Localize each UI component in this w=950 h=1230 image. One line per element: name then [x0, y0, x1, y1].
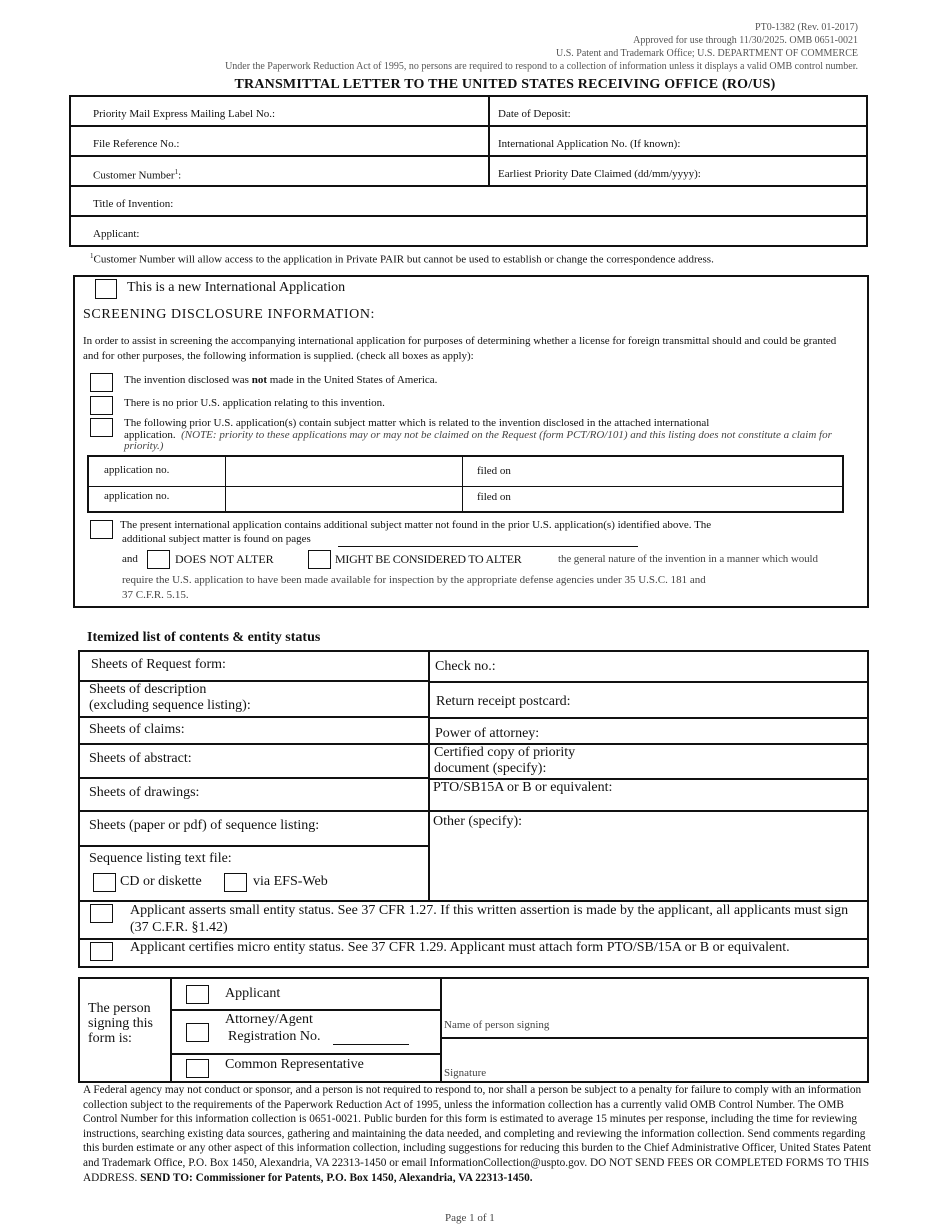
and-label: and [122, 553, 138, 565]
sheets-description-note: (excluding sequence listing): [89, 698, 251, 713]
sheets-drawings[interactable]: Sheets of drawings: [89, 785, 200, 800]
signer-attorney-label: Attorney/Agent [225, 1012, 313, 1027]
item1-pre: The invention disclosed was [124, 374, 252, 386]
alter-rest-text: the general nature of the invention in a manner which would [558, 553, 818, 565]
might-alter-label: MIGHT BE CONSIDERED TO ALTER [335, 552, 522, 566]
registration-number-label: Registration No. [228, 1029, 321, 1044]
prior-app-label-2: application no. [104, 490, 170, 502]
prior-applications-checkbox[interactable] [90, 418, 113, 437]
registration-number-input[interactable] [333, 1044, 409, 1045]
signer-applicant-checkbox[interactable] [186, 985, 209, 1004]
customer-number-colon: : [178, 169, 182, 182]
applicant-field[interactable]: Applicant: [93, 228, 140, 240]
pages-input-line[interactable] [338, 546, 638, 547]
customer-number-field[interactable] [93, 168, 181, 182]
send-to-address: SEND TO: Commissioner for Patents, P.O. Box 1450, Alexandria, VA 22313-1450. [140, 1171, 533, 1184]
cd-diskette-label: CD or diskette [120, 874, 202, 889]
small-entity-checkbox[interactable] [90, 904, 113, 923]
form-title: TRANSMITTAL LETTER TO THE UNITED STATES RECEIVING OFFICE (RO/US) [234, 77, 776, 92]
burden-statement [83, 1083, 873, 1185]
filed-on-input-1[interactable] [520, 457, 840, 485]
name-of-signer-field[interactable]: Name of person signing [444, 1019, 550, 1031]
signature-field[interactable]: Signature [444, 1067, 487, 1079]
require-line-1: require the U.S. application to have been made available for inspection by the appropriate defense agencies under 35 U.S.C. 181 and [122, 574, 706, 586]
file-reference-field[interactable]: File Reference No.: [93, 138, 180, 150]
footnote-text: Customer Number will allow access to the application in Private PAIR but cannot be used to establish or change the correspondence address. [93, 253, 714, 266]
power-of-attorney-field[interactable]: Power of attorney: [435, 726, 540, 741]
new-application-label: This is a new International Application [127, 280, 346, 295]
customer-number-footnote [90, 252, 714, 266]
item3-note: (NOTE: priority to these applications may or may not be claimed on the Request (form PCT/RO/101) and this listing does not constitute a claim for priority.) [124, 429, 832, 452]
micro-entity-statement: Applicant certifies micro entity status. See 37 CFR 1.29. Applicant must attach form PTO/SB/15A or B or equivalent. [130, 940, 790, 955]
item-additional-subject-matter-line1: The present international application contains additional subject matter not found in the prior U.S. application(s) identified above. The [120, 519, 712, 531]
item-additional-subject-matter-line2: additional subject matter is found on pages [122, 533, 311, 545]
item1-post: made in the United States of America. [266, 374, 438, 386]
does-not-alter-checkbox[interactable] [147, 550, 170, 569]
signer-applicant-label: Applicant [225, 986, 281, 1001]
return-receipt-postcard-field[interactable]: Return receipt postcard: [436, 694, 571, 709]
new-application-checkbox[interactable] [95, 279, 117, 299]
screening-intro: In order to assist in screening the accompanying international application for purposes of determining whether a license for foreign transmittal should and could be granted and for other purposes, the following information is supplied. (check all boxes as apply): [83, 335, 837, 362]
filed-on-label-1: filed on [477, 465, 511, 477]
customer-number-label: Customer Number [93, 169, 175, 182]
item-not-made-in-us [124, 374, 437, 386]
efs-web-checkbox[interactable] [224, 873, 247, 892]
item-prior-applications-line1: The following prior U.S. application(s) contain subject matter which is related to the invention disclosed in the attached international [124, 417, 710, 429]
approval-notice: Approved for use through 11/30/2025. OMB 0651-0021 [633, 35, 858, 46]
prior-app-label-1: application no. [104, 464, 170, 476]
footnote-marker: 1 [174, 168, 179, 176]
pto-sb15a-field[interactable]: PTO/SB15A or B or equivalent: [433, 780, 613, 795]
intl-application-number-field[interactable]: International Application No. (If known): [498, 138, 681, 150]
agency-name: U.S. Patent and Trademark Office; U.S. DEPARTMENT OF COMMERCE [555, 48, 858, 59]
micro-entity-checkbox[interactable] [90, 942, 113, 961]
item3-application: application. [124, 429, 176, 441]
sheets-abstract[interactable]: Sheets of abstract: [89, 751, 192, 766]
signer-attorney-checkbox[interactable] [186, 1023, 209, 1042]
date-of-deposit-field[interactable]: Date of Deposit: [498, 108, 571, 120]
cd-diskette-checkbox[interactable] [93, 873, 116, 892]
other-specify-field[interactable]: Other (specify): [433, 814, 523, 829]
item-prior-applications-line2 [124, 430, 859, 452]
require-line-2: 37 C.F.R. 5.15. [122, 589, 189, 601]
might-alter-checkbox[interactable] [308, 550, 331, 569]
not-made-in-us-checkbox[interactable] [90, 373, 113, 392]
check-number-field[interactable]: Check no.: [435, 659, 496, 674]
title-of-invention-field[interactable]: Title of Invention: [93, 198, 174, 210]
person-signing-label: The person signing this form is: [88, 1001, 153, 1046]
sheets-description[interactable]: Sheets of description [89, 682, 207, 697]
page-number: Page 1 of 1 [445, 1212, 495, 1224]
paperwork-notice: Under the Paperwork Reduction Act of 1995, no persons are required to respond to a collection of information unless it displays a valid OMB control number. [225, 61, 858, 72]
certified-copy-note: document (specify): [434, 761, 547, 776]
signer-common-rep-label: Common Representative [225, 1057, 364, 1072]
sequence-listing-text-file: Sequence listing text file: [89, 851, 232, 866]
mailing-label-field[interactable]: Priority Mail Express Mailing Label No.: [93, 108, 276, 120]
burden-text: A Federal agency may not conduct or sponsor, and a person is not required to respond to, nor shall a person be subject to a penalty for failure to comply with an information collection subject to the requirements of the Paperwork Reduction Act of 1995, unless the information collection has a currently valid OMB Control Number. The OMB Control Number for this information collection is 0651-0021. Public burden for this form is estimated to average 15 minutes per response, including the time for reviewing instructions, searching existing data sources, gathering and maintaining the data needed, and completing and reviewing the information collection. Send comments regarding this burden estimate or any other aspect of this information collection, including suggestions for reducing this burden to the Chief Administrative Officer, United States Patent and Trademark Office, P.O. Box 1450, Alexandria, VA 22313-1450 or email InformationCollection@uspto.gov. DO NOT SEND FEES OR COMPLETED FORMS TO THIS ADDRESS. [83, 1084, 872, 1184]
signer-common-rep-checkbox[interactable] [186, 1059, 209, 1078]
item1-bold: not [251, 374, 267, 386]
footnote-sup: 1 [90, 252, 94, 260]
filed-on-input-2[interactable] [520, 488, 840, 512]
sheets-claims[interactable]: Sheets of claims: [89, 722, 185, 737]
form-number: PT0-1382 (Rev. 01-2017) [755, 22, 858, 33]
efs-web-label: via EFS-Web [253, 874, 328, 889]
prior-app-number-input-1[interactable] [226, 457, 461, 485]
screening-heading: SCREENING DISCLOSURE INFORMATION: [83, 307, 376, 322]
prior-app-number-input-2[interactable] [226, 488, 461, 512]
contents-heading: Itemized list of contents & entity status [87, 630, 321, 645]
small-entity-statement: Applicant asserts small entity status. See 37 CFR 1.27. If this written assertion is made by the applicant, all applicants must sign (37 C.F.R. §1.42) [130, 903, 849, 935]
certified-copy-field[interactable]: Certified copy of priority [434, 745, 576, 760]
priority-date-field[interactable]: Earliest Priority Date Claimed (dd/mm/yyyy): [498, 168, 701, 180]
sheets-sequence-listing[interactable]: Sheets (paper or pdf) of sequence listing: [89, 818, 320, 833]
filed-on-label-2: filed on [477, 491, 511, 503]
sheets-request-form[interactable]: Sheets of Request form: [91, 657, 226, 672]
does-not-alter-label: DOES NOT ALTER [175, 552, 274, 566]
item-no-prior-application: There is no prior U.S. application relating to this invention. [124, 397, 385, 409]
no-prior-application-checkbox[interactable] [90, 396, 113, 415]
additional-subject-matter-checkbox[interactable] [90, 520, 113, 539]
